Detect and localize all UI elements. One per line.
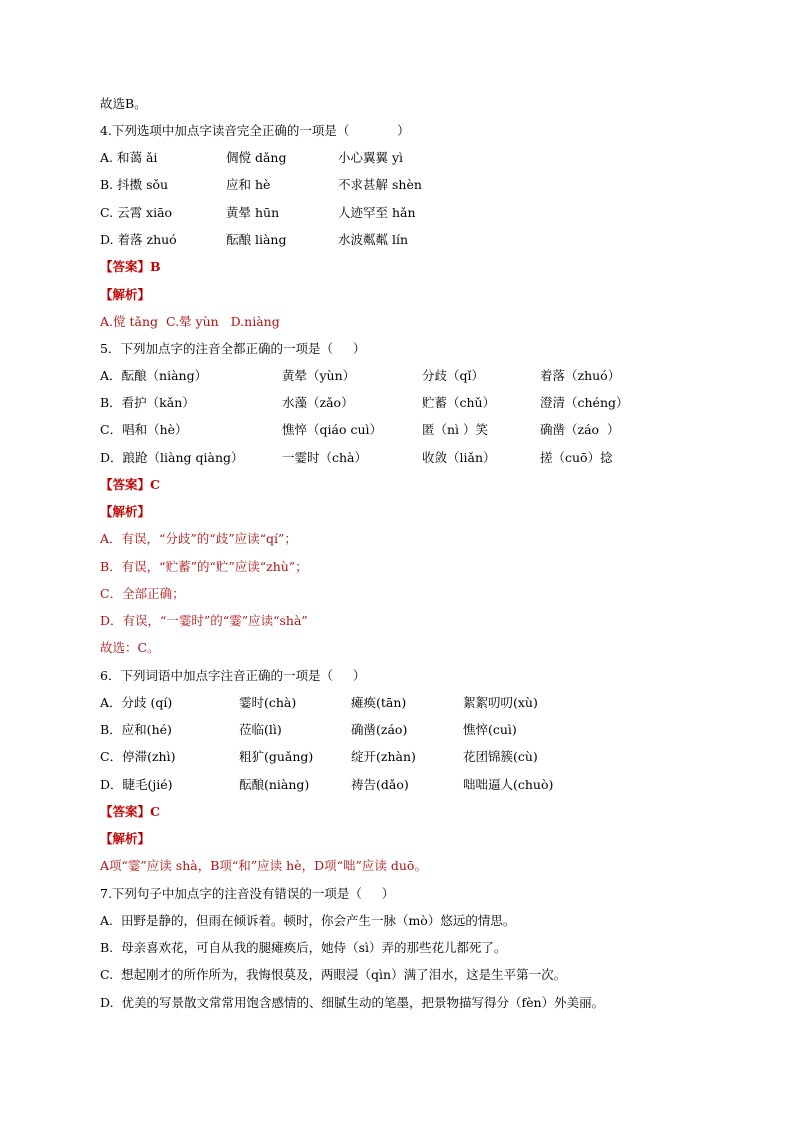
q4-option-d-3: 水波粼粼 lín <box>338 232 409 247</box>
q4-option-a-3: 小心翼翼 yì <box>338 150 404 165</box>
q6-analysis-label: 【解析】 <box>100 831 151 846</box>
q7-option-c: C. 想起刚才的所作所为，我悔恨莫及，两眼浸（qìn）满了泪水，这是生平第一次。 <box>100 967 567 982</box>
q6-option-a-1: A．分歧 (qí) <box>100 695 173 710</box>
q6-answer-value: C <box>150 804 160 819</box>
q5-answer-label: 【答案】 <box>100 477 151 492</box>
q6-option-c-4: 花团锦簇(cù) <box>463 749 538 764</box>
q4-analysis: A.傥 tǎng C.晕 yùn D.niàng <box>100 314 280 329</box>
q5-analysis-a: A．有误，“分歧”的“歧”应读“qí”； <box>100 531 297 546</box>
q4-option-a-1: A. 和蔼 ǎi <box>100 150 158 165</box>
q6-option-a-3: 瘫痪(tān) <box>351 695 407 710</box>
q6-option-d-4: 咄咄逼人(chuò) <box>463 777 554 792</box>
q6-answer-label: 【答案】 <box>100 804 151 819</box>
q4-option-b-3: 不求甚解 shèn <box>338 177 422 192</box>
q5-option-b-2: 水藻（zǎo） <box>282 395 354 410</box>
q5-analysis-b: B．有误，“贮蓄”的“贮”应读“zhù”； <box>100 559 308 574</box>
q5-option-b-3: 贮蓄（chǔ） <box>422 395 496 410</box>
q5-option-a-3: 分歧（qǐ） <box>422 368 484 383</box>
q5-option-a-4: 着落（zhuó） <box>540 368 621 383</box>
q4-answer <box>100 259 161 275</box>
prev-conclusion: 故选B。 <box>100 96 147 111</box>
q5-option-c-2: 憔悴（qiáo cuì） <box>282 422 383 437</box>
q5-analysis-label: 【解析】 <box>100 504 151 519</box>
q5-option-c-4: 确凿（záo ） <box>540 422 620 437</box>
q4-answer-value: B <box>150 259 161 274</box>
q6-option-c-2: 粗犷(guǎng) <box>239 749 314 764</box>
q5-option-a-1: A．酝酿（niàng） <box>100 368 208 383</box>
q5-answer <box>100 477 160 493</box>
q5-stem: 5．下列加点字的注音全都正确的一项是（ ） <box>100 341 366 356</box>
q6-stem: 6．下列词语中加点字注音正确的一项是（ ） <box>100 668 366 683</box>
q6-option-d-2: 酝酿(niàng) <box>239 777 310 792</box>
q6-option-d-1: D．睫毛(jié) <box>100 777 173 792</box>
q6-option-b-3: 确凿(záo) <box>351 722 408 737</box>
q5-option-b-4: 澄清（chéng） <box>540 395 629 410</box>
q5-option-d-1: D．踉跄（liàng qiàng） <box>100 450 244 465</box>
q4-option-a-2: 倜傥 dǎng <box>226 150 287 165</box>
q6-analysis: A项“霎”应读 shà，B项“和”应读 hè，D项“咄”应读 duō。 <box>100 858 427 873</box>
q6-option-a-2: 霎时(chà) <box>239 695 297 710</box>
q4-stem: 4.下列选项中加点字读音完全正确的一项是（ ） <box>100 123 410 138</box>
q4-option-c-1: C. 云霄 xiāo <box>100 205 173 220</box>
q4-option-d-2: 酝酿 liàng <box>226 232 287 247</box>
q5-analysis-d: D．有误，“一霎时”的“霎”应读“shà” <box>100 613 308 628</box>
q5-option-a-2: 黄晕（yùn） <box>282 368 356 383</box>
q6-option-c-1: C．停滞(zhì) <box>100 749 176 764</box>
q4-option-c-3: 人迹罕至 hǎn <box>338 205 416 220</box>
q4-option-d-1: D. 着落 zhuó <box>100 232 177 247</box>
q5-option-d-4: 搓（cuō）捻 <box>540 450 613 465</box>
q5-conclusion: 故选：C。 <box>100 640 160 655</box>
q7-option-b: B. 母亲喜欢花，可自从我的腿瘫痪后，她侍（sì）弄的那些花儿都死了。 <box>100 940 507 955</box>
q5-option-c-3: 匿（nì ）笑 <box>422 422 489 437</box>
q6-option-b-4: 憔悴(cuì) <box>463 722 517 737</box>
q5-analysis-c: C．全部正确； <box>100 586 185 601</box>
q6-option-a-4: 絮絮叨叨(xù) <box>463 695 538 710</box>
q4-analysis-label: 【解析】 <box>100 287 151 302</box>
q6-option-d-3: 祷告(dǎo) <box>351 777 409 792</box>
q4-option-c-2: 黄晕 hūn <box>226 205 280 220</box>
q5-option-d-3: 收敛（liǎn） <box>422 450 496 465</box>
q6-option-b-2: 莅临(lì) <box>239 722 282 737</box>
q7-stem: 7.下列句子中加点字的注音没有错误的一项是（ ） <box>100 886 395 901</box>
q7-option-a: A. 田野是静的，但雨在倾诉着。顿时，你会产生一脉（mò）悠远的情思。 <box>100 913 516 928</box>
q7-option-d: D. 优美的写景散文常常用饱含感情的、细腻生动的笔墨，把景物描写得分（fèn）外美丽。 <box>100 995 605 1010</box>
q5-option-d-2: 一霎时（chà） <box>282 450 368 465</box>
q5-option-c-1: C．唱和（hè） <box>100 422 188 437</box>
q5-option-b-1: B．看护（kǎn） <box>100 395 195 410</box>
q6-option-b-1: B．应和(hé) <box>100 722 172 737</box>
q4-option-b-2: 应和 hè <box>226 177 271 192</box>
q6-answer <box>100 804 160 820</box>
q5-answer-value: C <box>150 477 160 492</box>
q4-answer-label: 【答案】 <box>100 259 151 274</box>
q6-option-c-3: 绽开(zhàn) <box>351 749 416 764</box>
q4-option-b-1: B. 抖擞 sǒu <box>100 177 169 192</box>
